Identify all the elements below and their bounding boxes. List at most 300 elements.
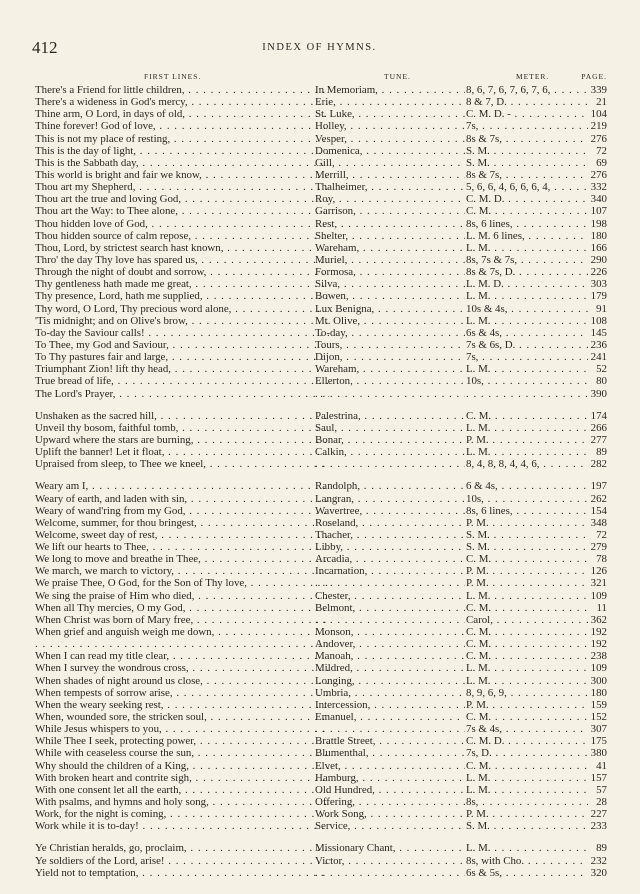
tune-name: Elvet, . . . (315, 760, 465, 772)
first-line: When all Thy mercies, O my God, . . . (35, 602, 329, 614)
tune-name: Belmont, . . . (315, 602, 465, 614)
first-line: When I can read my title clear, . . . (35, 650, 329, 662)
tune-name: Domenica, . . . (315, 145, 465, 157)
first-line: 'Tis midnight; and on Olive's brow, . . . (35, 315, 329, 327)
index-row (32, 434, 607, 446)
tune-name: Thacher, . . . (315, 529, 465, 541)
meter: L. M. D. . . . (466, 278, 588, 290)
meter: Carol, . . . (466, 614, 588, 626)
first-line: Thou, Lord, by strictest search hast known, . . . (35, 242, 329, 254)
page-ref: 266 (590, 421, 607, 434)
index-row (32, 772, 607, 784)
page-number: 412 (32, 38, 58, 57)
index-row (32, 278, 607, 290)
index-row (32, 614, 607, 626)
first-line: Weary am I, . . . (35, 480, 329, 492)
index-row (32, 867, 607, 879)
tune-name: Tours, . . . (315, 339, 465, 351)
column-headers (32, 72, 607, 84)
meter: C. M. . . . (466, 205, 588, 217)
meter: C. M. . . . (466, 711, 588, 723)
index-row (32, 820, 607, 832)
meter: C. M. . . . (466, 410, 588, 422)
tune-name: Work Song, . . . (315, 808, 465, 820)
meter: P. M. . . . (466, 577, 588, 589)
page-ref: 152 (590, 711, 607, 724)
index-row (32, 290, 607, 302)
index-row (32, 120, 607, 132)
tune-name: Mildred, . . . (315, 662, 465, 674)
first-line: Thine forever! God of love, . . . (35, 120, 329, 132)
first-line: While Thee I seek, protecting power, . . . (35, 735, 329, 747)
meter: 8s, 6 lines, . . . (466, 218, 588, 230)
tune-name: Umbria, . . . (315, 687, 465, 699)
first-line: This is the Sabbath day, . . . (35, 157, 329, 169)
index-row (32, 675, 607, 687)
section-gap (32, 832, 607, 842)
index-row (32, 315, 607, 327)
meter: C. M. . . . (466, 650, 588, 662)
tune-name: Ellerton, . . . (315, 375, 465, 387)
meter: L. M. . . . (466, 590, 588, 602)
page-ref: 166 (590, 241, 607, 254)
tune-name: Rest, . . . (315, 218, 465, 230)
meter: 8s & 7s, . . . (466, 133, 588, 145)
page-ref: 232 (590, 854, 607, 867)
tune-name: Merrill, . . . (315, 169, 465, 181)
meter: P. M. . . . (466, 565, 588, 577)
page-ref: 80 (596, 375, 607, 388)
page-ref: 332 (590, 181, 607, 194)
meter: S. M. . . . (466, 541, 588, 553)
first-line: When Christ was born of Mary free, . . . (35, 614, 329, 626)
meter: 7s, . . . (466, 120, 588, 132)
meter: P. M. . . . (466, 517, 588, 529)
index-row (32, 458, 607, 470)
meter: S. M. . . . (466, 145, 588, 157)
index-row (32, 517, 607, 529)
meter: S. M. . . . (466, 820, 588, 832)
tune-name: Victor, . . . (315, 855, 465, 867)
page-ref: 72 (596, 144, 607, 157)
page-ref: 390 (590, 387, 607, 400)
page-ref: 277 (590, 433, 607, 446)
page-ref: 233 (590, 820, 607, 833)
index-row (32, 577, 607, 589)
tune-name: Longing, . . . (315, 675, 465, 687)
first-line: With one consent let all the earth, . . . (35, 784, 329, 796)
first-line: Weary of wand'ring from my God, . . . (35, 505, 329, 517)
page-ref: 198 (590, 217, 607, 230)
index-row (32, 662, 607, 674)
index-row (32, 193, 607, 205)
tune-name: Vesper, . . . (315, 133, 465, 145)
index-row (32, 96, 607, 108)
meter: 7s, D. . . . (466, 747, 588, 759)
tune-name: Blumenthal, . . . (315, 747, 465, 759)
tune-name: Hamburg, . . . (315, 772, 465, 784)
section-gap (32, 400, 607, 410)
page-ref: 192 (590, 638, 607, 651)
tune-name: Missionary Chant, . . . (315, 842, 465, 854)
page-ref: 104 (590, 108, 607, 121)
first-line: When tempests of sorrow arise, . . . (35, 687, 329, 699)
meter: 10s, . . . (466, 493, 588, 505)
meter: L. M. . . . (466, 363, 588, 375)
meter: 10s & 4s, . . . (466, 303, 588, 315)
tune-name: Wareham, . . . (315, 242, 465, 254)
index-row (32, 157, 607, 169)
meter: 6 & 4s, . . . (466, 480, 588, 492)
meter: 8s & 7s, . . . (466, 169, 588, 181)
index-row (32, 351, 607, 363)
tune-name: Dijon, . . . (315, 351, 465, 363)
meter: 5, 6, 6, 4, 6, 6, 6, 4, . . . (466, 181, 588, 193)
tune-name: Monson, . . . (315, 626, 465, 638)
tune-name: Emanuel, . . . (315, 711, 465, 723)
first-line: To Thy pastures fair and large, . . . (35, 351, 329, 363)
first-line: We march, we march to victory, . . . (35, 565, 329, 577)
page-ref: 28 (596, 796, 607, 809)
page-ref: 339 (590, 84, 607, 96)
header-first-lines: FIRST LINES. (144, 72, 202, 81)
meter: 8 & 7, D. . . . (466, 96, 588, 108)
page-ref: 362 (590, 613, 607, 626)
index-row (32, 747, 607, 759)
meter: S. M. . . . (466, 529, 588, 541)
first-line: Welcome, sweet day of rest, . . . (35, 529, 329, 541)
index-row (32, 218, 607, 230)
tune-name: Thalheimer, . . . (315, 181, 465, 193)
index-row (32, 638, 607, 650)
page-ref: 89 (596, 446, 607, 459)
index-row (32, 133, 607, 145)
first-line: Uplift the banner! Let it float, . . . (35, 446, 329, 458)
tune-name: Wavertree, . . . (315, 505, 465, 517)
index-row (32, 723, 607, 735)
first-line (35, 638, 329, 650)
tune-name: Roy, . . . (315, 193, 465, 205)
tune-name: Saul, . . . (315, 422, 465, 434)
first-line: We praise Thee, O God, for the Son of Thy love, . . . (35, 577, 329, 589)
first-line: True bread of life, . . . (35, 375, 329, 387)
index-row (32, 205, 607, 217)
index-row (32, 327, 607, 339)
tune-name: Arcadia, . . . (315, 553, 465, 565)
tune-name: Erie, . . . (315, 96, 465, 108)
page-ref: 108 (590, 314, 607, 327)
index-row (32, 375, 607, 387)
meter: L. M. . . . (466, 242, 588, 254)
index-row (32, 84, 607, 96)
first-line: Work, for the night is coming, . . . (35, 808, 329, 820)
page-ref: 109 (590, 589, 607, 602)
header-tune: TUNE. (384, 72, 411, 81)
meter: L. M. . . . (466, 422, 588, 434)
page-ref: 197 (590, 480, 607, 493)
meter: 7s, . . . (466, 351, 588, 363)
first-line: Through the night of doubt and sorrow, . . . (35, 266, 329, 278)
index-row (32, 541, 607, 553)
meter: L. M. . . . (466, 662, 588, 674)
first-line: When grief and anguish weigh me down, . . . (35, 626, 329, 638)
meter: C. M. D. - . . . (466, 108, 588, 120)
tune-name: Wareham, . . . (315, 363, 465, 375)
meter: C. M. D. . . . (466, 193, 588, 205)
index-row (32, 493, 607, 505)
index-row (32, 446, 607, 458)
first-line: There's a wideness in God's mercy, . . . (35, 96, 329, 108)
page-ref: 276 (590, 168, 607, 181)
page-ref: 174 (590, 409, 607, 422)
first-line: Thou hidden love of God, . . . (35, 218, 329, 230)
tune-name: Silva, . . . (315, 278, 465, 290)
first-line: With broken heart and contrite sigh, . . . (35, 772, 329, 784)
page-ref: 241 (590, 351, 607, 364)
index-row (32, 410, 607, 422)
tune-name: Langran, . . . (315, 493, 465, 505)
meter (466, 388, 588, 400)
first-line: Thy presence, Lord, hath me supplied, . . . (35, 290, 329, 302)
tune-name: Bowen, . . . (315, 290, 465, 302)
page-ref: 262 (590, 492, 607, 505)
first-line: Thine arm, O Lord, in days of old, . . . (35, 108, 329, 120)
tune-name (315, 388, 465, 400)
page-ref: 109 (590, 662, 607, 675)
first-line: While Jesus whispers to you, . . . (35, 723, 329, 735)
index-row (32, 363, 607, 375)
index-row (32, 529, 607, 541)
index-row (32, 230, 607, 242)
first-line: To Thee, my God and Saviour, . . . (35, 339, 329, 351)
index-row (32, 242, 607, 254)
tune-name: Shelter, . . . (315, 230, 465, 242)
page-ref: 238 (590, 650, 607, 663)
tune-name: Garrison, . . . (315, 205, 465, 217)
meter: 8s, 7s & 7s, . . . (466, 254, 588, 266)
page-ref: 175 (590, 735, 607, 748)
tune-name: Palestrina, . . . (315, 410, 465, 422)
first-line: Why should the children of a King, . . . (35, 760, 329, 772)
page-ref: 91 (596, 302, 607, 315)
index-row (32, 699, 607, 711)
tune-name: Gill, . . . (315, 157, 465, 169)
meter: 8s, . . . (466, 796, 588, 808)
index-row (32, 480, 607, 492)
first-line: Thou hidden source of calm repose, . . . (35, 230, 329, 242)
page-ref: 219 (590, 120, 607, 133)
meter: 8s, 6 lines, . . . (466, 505, 588, 517)
tune-name: Bonar, . . . (315, 434, 465, 446)
first-line: When shades of night around us close, . . . (35, 675, 329, 687)
index-row (32, 181, 607, 193)
page-ref: 57 (596, 783, 607, 796)
first-line: Thou art my Shepherd, . . . (35, 181, 329, 193)
page-ref: 192 (590, 626, 607, 639)
first-line: This is not my place of resting, . . . (35, 133, 329, 145)
meter: L. M. . . . (466, 446, 588, 458)
hymn-index-list (32, 84, 607, 879)
page-header (32, 38, 607, 60)
tune-name: Brattle Street, . . . (315, 735, 465, 747)
page-ref: 348 (590, 516, 607, 529)
meter: 6s & 4s, . . . (466, 327, 588, 339)
first-line: With psalms, and hymns and holy song, . . . (35, 796, 329, 808)
index-row (32, 303, 607, 315)
meter: 7s & 4s, . . . (466, 723, 588, 735)
first-line: Upward where the stars are burning, . . . (35, 434, 329, 446)
first-line: The Lord's Prayer, . . . (35, 388, 329, 400)
page-ref: 236 (590, 338, 607, 351)
index-row (32, 565, 607, 577)
meter: L. M. . . . (466, 315, 588, 327)
page-ref: 380 (590, 747, 607, 760)
tune-name: Offering, . . . (315, 796, 465, 808)
index-row (32, 553, 607, 565)
page-title: INDEX OF HYMNS. (262, 42, 377, 53)
meter: P. M. . . . (466, 808, 588, 820)
tune-name (315, 458, 465, 470)
index-row (32, 855, 607, 867)
meter: 7s & 6s, D. . . . (466, 339, 588, 351)
page-ref: 157 (590, 771, 607, 784)
meter: L. M. . . . (466, 784, 588, 796)
tune-name: To-day, . . . (315, 327, 465, 339)
first-line: Work while it is to-day! . . . (35, 820, 329, 832)
tune-name: Holley, . . . (315, 120, 465, 132)
tune-name: Service, . . . (315, 820, 465, 832)
meter: 8s & 7s, D. . . . (466, 266, 588, 278)
index-row (32, 602, 607, 614)
first-line: Thou art the true and loving God, . . . (35, 193, 329, 205)
meter: C. M. D. . . . (466, 735, 588, 747)
page-ref: 107 (590, 205, 607, 218)
first-line: Thy gentleness hath made me great, . . . (35, 278, 329, 290)
page-ref: 180 (590, 229, 607, 242)
index-row (32, 266, 607, 278)
header-meter: METER. (516, 72, 550, 81)
first-line: When the weary seeking rest, . . . (35, 699, 329, 711)
tune-name: Libby, . . . (315, 541, 465, 553)
tune-name: Andover, . . . (315, 638, 465, 650)
first-line: Upraised from sleep, to Thee we kneel, . . . (35, 458, 329, 470)
tune-name: Intercession, . . . (315, 699, 465, 711)
first-line: We long to move and breathe in Thee, . . . (35, 553, 329, 565)
page-ref: 290 (590, 253, 607, 266)
index-row (32, 590, 607, 602)
first-line: When, wounded sore, the stricken soul, . . . (35, 711, 329, 723)
tune-name: Formosa, . . . (315, 266, 465, 278)
meter: C. M. . . . (466, 626, 588, 638)
meter: L. M. 6 lines, . . . (466, 230, 588, 242)
page-ref: 320 (590, 866, 607, 879)
first-line: Yield not to temptation, . . . (35, 867, 329, 879)
first-line: This is the day of light, . . . (35, 145, 329, 157)
meter: C. M. . . . (466, 602, 588, 614)
page-ref: 179 (590, 290, 607, 303)
meter: L. M. . . . (466, 675, 588, 687)
index-row (32, 169, 607, 181)
first-line: Ye soldiers of the Lord, arise! . . . (35, 855, 329, 867)
first-line: Ye Christian heralds, go, proclaim, . . . (35, 842, 329, 854)
first-line: We lift our hearts to Thee, . . . (35, 541, 329, 553)
tune-name: Mt. Olive, . . . (315, 315, 465, 327)
first-line: When I survey the wondrous cross, . . . (35, 662, 329, 674)
page-ref: 340 (590, 193, 607, 206)
meter: L. M. . . . (466, 772, 588, 784)
first-line: While with ceaseless course the sun, . . . (35, 747, 329, 759)
tune-name (315, 723, 465, 735)
page-ref: 279 (590, 541, 607, 554)
index-row (32, 339, 607, 351)
tune-name: Lux Benigna, . . . (315, 303, 465, 315)
first-line: Unveil thy bosom, faithful tomb, . . . (35, 422, 329, 434)
tune-name: St. Luke, . . . (315, 108, 465, 120)
first-line: Unshaken as the sacred hill, . . . (35, 410, 329, 422)
meter: C. M. . . . (466, 760, 588, 772)
index-row (32, 108, 607, 120)
first-line: Thro' the day Thy love has spared us, . . . (35, 254, 329, 266)
tune-name: Muriel, . . . (315, 254, 465, 266)
tune-name (315, 577, 465, 589)
index-row (32, 842, 607, 854)
page-ref: 321 (590, 577, 607, 590)
page-ref: 226 (590, 266, 607, 279)
tune-name: Calkin, . . . (315, 446, 465, 458)
page-ref: 41 (596, 759, 607, 772)
page-ref: 11 (596, 601, 607, 614)
index-row (32, 687, 607, 699)
page-ref: 300 (590, 674, 607, 687)
meter: 10s, . . . (466, 375, 588, 387)
page-ref: 126 (590, 565, 607, 578)
page-ref: 282 (590, 458, 607, 471)
index-row (32, 388, 607, 400)
tune-name: Old Hundred, . . . (315, 784, 465, 796)
meter: C. M. . . . (466, 638, 588, 650)
meter: 8, 9, 6, 9, . . . (466, 687, 588, 699)
first-line: There's a Friend for little children, . . . (35, 84, 329, 96)
tune-name: Chester, . . . (315, 590, 465, 602)
page-ref: 307 (590, 723, 607, 736)
page-ref: 21 (596, 96, 607, 109)
page-ref: 89 (596, 842, 607, 855)
meter: 8, 6, 7, 6, 7, 6, 7, 6, . . . (466, 84, 588, 96)
index-row (32, 650, 607, 662)
tune-name (315, 867, 465, 879)
page-ref: 154 (590, 504, 607, 517)
page-ref: 303 (590, 278, 607, 291)
page-ref: 72 (596, 528, 607, 541)
first-line: Thou art the Way: to Thee alone, . . . (35, 205, 329, 217)
meter: P. M. . . . (466, 699, 588, 711)
first-line: Thy word, O Lord, Thy precious word alone, . . . (35, 303, 329, 315)
first-line: This world is bright and fair we know, . . . (35, 169, 329, 181)
index-row (32, 735, 607, 747)
meter: S. M. . . . (466, 157, 588, 169)
tune-name: Randolph, . . . (315, 480, 465, 492)
meter: L. M. . . . (466, 290, 588, 302)
meter: C. M. . . . (466, 553, 588, 565)
tune-name: Roseland, . . . (315, 517, 465, 529)
index-row (32, 784, 607, 796)
tune-name: Manoah, . . . (315, 650, 465, 662)
index-row (32, 796, 607, 808)
meter: L. M. . . . (466, 842, 588, 854)
index-row (32, 145, 607, 157)
index-row (32, 808, 607, 820)
index-row (32, 254, 607, 266)
